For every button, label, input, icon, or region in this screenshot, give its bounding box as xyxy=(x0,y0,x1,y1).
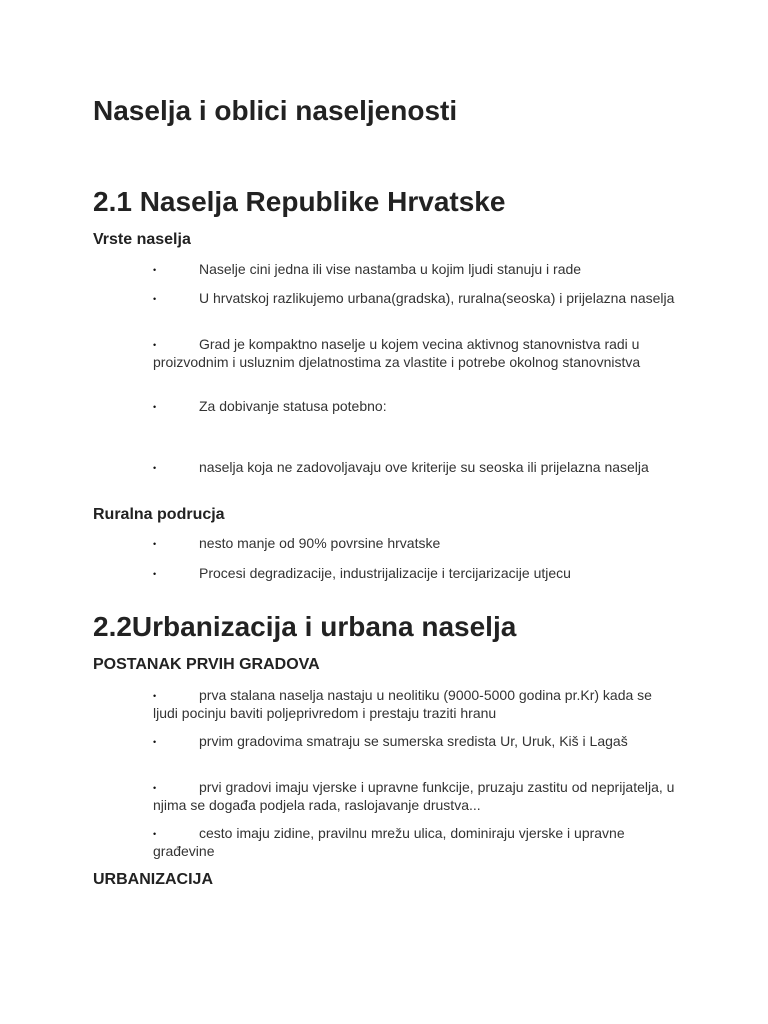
bullet-icon: • xyxy=(153,783,157,793)
list-item xyxy=(153,687,678,721)
list-item-text: naselja koja ne zadovoljavaju ove kriterije su seoska ili prijelazna naselja xyxy=(199,459,649,475)
list-item xyxy=(153,398,678,416)
bullet-icon: • xyxy=(153,569,157,579)
subsection-heading: Vrste naselja xyxy=(93,231,191,248)
list-item-text: Grad je kompaktno naselje u kojem vecina aktivnog stanovnistva radi u proizvodnim i usluznim djelatnostima za vlastite i potrebe okolnog stanovnistva xyxy=(153,336,641,370)
bullet-icon: • xyxy=(153,265,157,275)
subsection-heading: URBANIZACIJA xyxy=(93,871,213,888)
bullet-icon: • xyxy=(153,294,157,304)
bullet-icon: • xyxy=(153,463,157,473)
list-item xyxy=(153,733,678,751)
list-item-text: prvi gradovi imaju vjerske i upravne funkcije, pruzaju zastitu od neprijatelja, u njima se događa podjela rada, raslojavanje drustva... xyxy=(153,779,675,813)
list-item xyxy=(153,336,678,370)
list-item xyxy=(153,459,678,477)
bullet-icon: • xyxy=(153,402,157,412)
list-item-text: U hrvatskoj razlikujemo urbana(gradska), ruralna(seoska) i prijelazna naselja xyxy=(199,290,675,306)
list-item xyxy=(153,535,678,553)
list-item-text: Procesi degradizacije, industrijalizacije i tercijarizacije utjecu xyxy=(199,565,571,581)
bullet-icon: • xyxy=(153,737,157,747)
list-item-text: prva stalana naselja nastaju u neolitiku (9000-5000 godina pr.Kr) kada se ljudi pocinju baviti poljeprivredom i prestaju traziti hranu xyxy=(153,687,652,721)
section-heading: 2.1 Naselja Republike Hrvatske xyxy=(93,186,506,217)
list-item-text: cesto imaju zidine, pravilnu mrežu ulica, dominiraju vjerske i upravne građevine xyxy=(153,825,625,859)
list-item xyxy=(153,290,678,308)
document-title: Naselja i oblici naseljenosti xyxy=(93,95,458,126)
subsection-heading: Ruralna podrucja xyxy=(93,506,225,523)
subsection-heading: POSTANAK PRVIH GRADOVA xyxy=(93,656,320,673)
list-item xyxy=(153,565,678,583)
list-item-text: nesto manje od 90% povrsine hrvatske xyxy=(199,535,441,551)
bullet-icon: • xyxy=(153,340,157,350)
section-heading: 2.2Urbanizacija i urbana naselja xyxy=(93,611,517,642)
list-item-text: Naselje cini jedna ili vise nastamba u kojim ljudi stanuju i rade xyxy=(199,261,582,277)
bullet-icon: • xyxy=(153,539,157,549)
list-item-text: prvim gradovima smatraju se sumerska sredista Ur, Uruk, Kiš i Lagaš xyxy=(199,733,628,749)
list-item xyxy=(153,779,678,813)
bullet-icon: • xyxy=(153,691,157,701)
list-item-text: Za dobivanje statusa potebno: xyxy=(199,398,387,414)
list-item xyxy=(153,825,678,859)
list-item xyxy=(153,261,678,279)
bullet-icon: • xyxy=(153,829,157,839)
